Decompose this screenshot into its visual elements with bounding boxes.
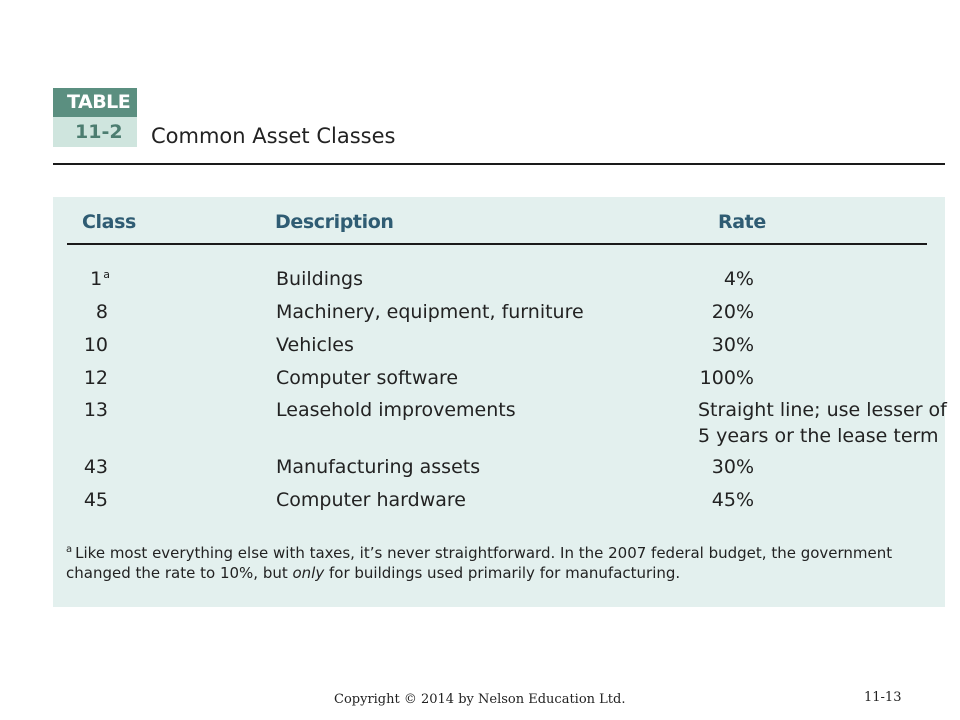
header-class: Class [82,211,136,233]
table-row-rate: Straight line; use lesser of [698,399,947,421]
table-row-description: Computer software [276,367,459,389]
table-row-description: Buildings [276,268,363,290]
title-divider [53,163,945,165]
table-row-rate: 45% [711,489,754,511]
table-row-class: 45 [83,489,108,511]
table-row-rate: 100% [699,367,754,389]
table-title: Common Asset Classes [151,124,396,148]
header-divider [67,243,927,245]
table-row-description: Manufacturing assets [276,456,481,478]
table-row-description: Leasehold improvements [276,399,516,421]
table-row-class: 8 [95,301,108,323]
table-row-class: 1$^a$ [90,267,110,290]
copyright-notice: Copyright © 2014 by Nelson Education Ltd. [334,692,626,707]
header-description: Description [275,211,394,233]
table-row-rate: 4% [723,268,754,290]
table-row-description: Computer hardware [276,489,466,511]
table-row-class: 13 [83,399,108,421]
table-label [53,88,137,147]
table-row-class: 12 [83,367,108,389]
footnote-mark: a [66,544,73,555]
page-number: 11-13 [864,690,902,705]
footnote-emphasis: only [292,564,325,582]
table-footnote [66,540,936,583]
table-row-rate-continued: 5 years or the lease term [698,425,939,447]
footnote-text: Like most everything else with taxes, it’s never straightforward. In the 2007 federal budget, the government changed the rate to 10%, but [66,544,893,582]
table-label-word: TABLE [53,88,137,117]
table-row-class: 43 [83,456,108,478]
table-row-rate: 30% [711,334,754,356]
footnote-text-end: for buildings used primarily for manufacturing. [324,564,681,582]
header-rate: Rate [718,211,766,233]
table-row-description: Machinery, equipment, furniture [276,301,584,323]
footnote-marker: a [103,267,110,281]
table-label-number: 11-2 [53,117,137,147]
table-row-description: Vehicles [276,334,354,356]
table-row-rate: 30% [711,456,754,478]
table-row-class: 10 [83,334,108,356]
table-row-rate: 20% [711,301,754,323]
